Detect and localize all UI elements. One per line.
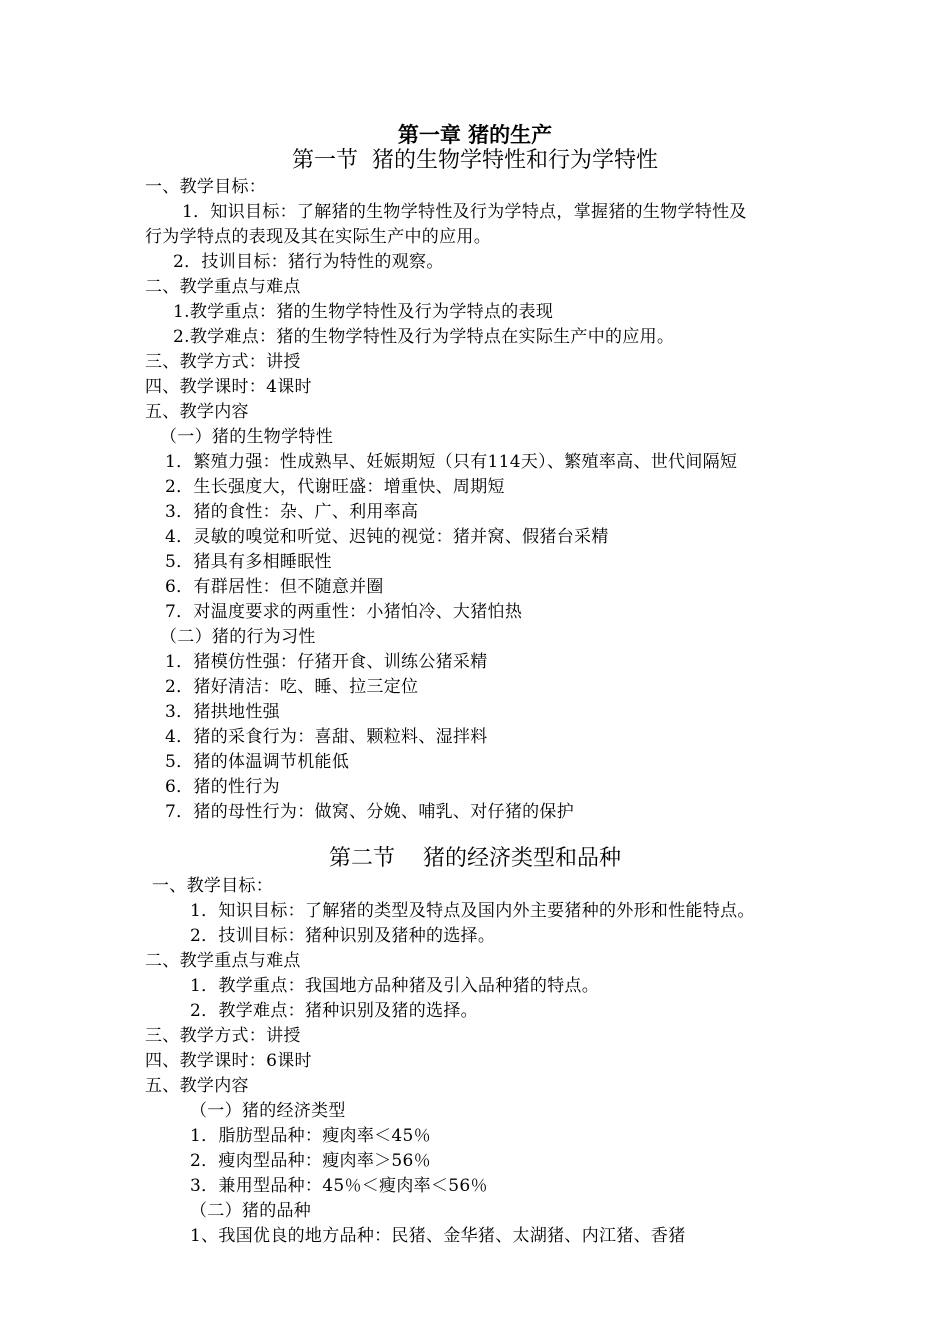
s2-subheading-breeds: （二）猪的品种 (190, 1201, 312, 1221)
s1-list-item: 4．猪的采食行为：喜甜、颗粒料、湿拌料 (165, 727, 488, 747)
s1-list-item: 7．对温度要求的两重性：小猪怕冷、大猪怕热 (165, 602, 523, 622)
s2-list-item: 2．瘦肉型品种：瘦肉率＞56％ (190, 1151, 431, 1171)
s2-difficult-point: 2．教学难点：猪种识别及猪的选择。 (190, 1001, 478, 1021)
s2-knowledge-objective: 1．知识目标：了解猪的类型及特点及国内外主要猪种的外形和性能特点。 (190, 901, 755, 921)
s1-list-item: 3．猪拱地性强 (165, 702, 280, 722)
s2-key-point: 1．教学重点：我国地方品种猪及引入品种猪的特点。 (190, 976, 600, 996)
s1-list-item: 1．猪模仿性强：仔猪开食、训练公猪采精 (165, 652, 488, 672)
s2-subheading-types: （一）猪的经济类型 (190, 1101, 346, 1121)
s1-list-item: 2．生长强度大，代谢旺盛：增重快、周期短 (165, 477, 505, 497)
s1-list-item: 1．繁殖力强：性成熟早、妊娠期短（只有114天）、繁殖率高、世代间隔短 (165, 452, 738, 472)
s1-difficult-point: 2.教学难点：猪的生物学特性及行为学特点在实际生产中的应用。 (173, 327, 675, 347)
section2-title: 第二节 猪的经济类型和品种 (329, 846, 621, 871)
s1-list-item: 5．猪具有多相睡眠性 (165, 552, 332, 572)
s1-key-point: 1.教学重点：猪的生物学特性及行为学特点的表现 (173, 302, 554, 322)
s1-list-item: 4．灵敏的嗅觉和听觉、迟钝的视觉：猪并窝、假猪台采精 (165, 527, 609, 547)
s2-content-heading: 五、教学内容 (145, 1076, 249, 1096)
s1-teaching-method: 三、教学方式：讲授 (145, 352, 301, 372)
s1-list-item: 6．有群居性：但不随意并圈 (165, 577, 384, 597)
s1-list-item: 3．猪的食性：杂、广、利用率高 (165, 502, 419, 522)
s1-list-item: 7．猪的母性行为：做窝、分娩、哺乳、对仔猪的保护 (165, 802, 575, 822)
s1-skill-objective: 2．技训目标：猪行为特性的观察。 (173, 252, 444, 272)
s2-list-item: 3．兼用型品种：45％＜瘦肉率＜56％ (190, 1176, 488, 1196)
s2-key-points-heading: 二、教学重点与难点 (145, 951, 301, 971)
s1-list-item: 2．猪好清洁：吃、睡、拉三定位 (165, 677, 419, 697)
s1-content-heading: 五、教学内容 (145, 402, 249, 422)
s1-subheading-biology: （一）猪的生物学特性 (160, 427, 333, 447)
chapter-title: 第一章 猪的生产 (397, 122, 553, 147)
s1-subheading-behavior: （二）猪的行为习性 (160, 627, 316, 647)
s1-list-item: 5．猪的体温调节机能低 (165, 752, 350, 772)
s1-objectives-heading: 一、教学目标： (145, 177, 267, 197)
section1-title: 第一节 猪的生物学特性和行为学特性 (292, 148, 658, 173)
s1-knowledge-objective: 1．知识目标：了解猪的生物学特性及行为学特点，掌握猪的生物学特性及 (182, 202, 747, 222)
s1-list-item: 6．猪的性行为 (165, 777, 280, 797)
s2-skill-objective: 2．技训目标：猪种识别及猪种的选择。 (190, 926, 496, 946)
s2-list-item: 1、我国优良的地方品种：民猪、金华猪、太湖猪、内江猪、香猪 (190, 1226, 686, 1246)
s1-key-points-heading: 二、教学重点与难点 (145, 277, 301, 297)
s2-class-hours: 四、教学课时：6课时 (145, 1051, 312, 1071)
s1-knowledge-objective-cont: 行为学特点的表现及其在实际生产中的应用。 (145, 227, 491, 247)
s2-objectives-heading: 一、教学目标： (152, 876, 274, 896)
s2-list-item: 1．脂肪型品种：瘦肉率＜45％ (190, 1126, 431, 1146)
s1-class-hours: 四、教学课时：4课时 (145, 377, 312, 397)
s2-teaching-method: 三、教学方式：讲授 (145, 1026, 301, 1046)
